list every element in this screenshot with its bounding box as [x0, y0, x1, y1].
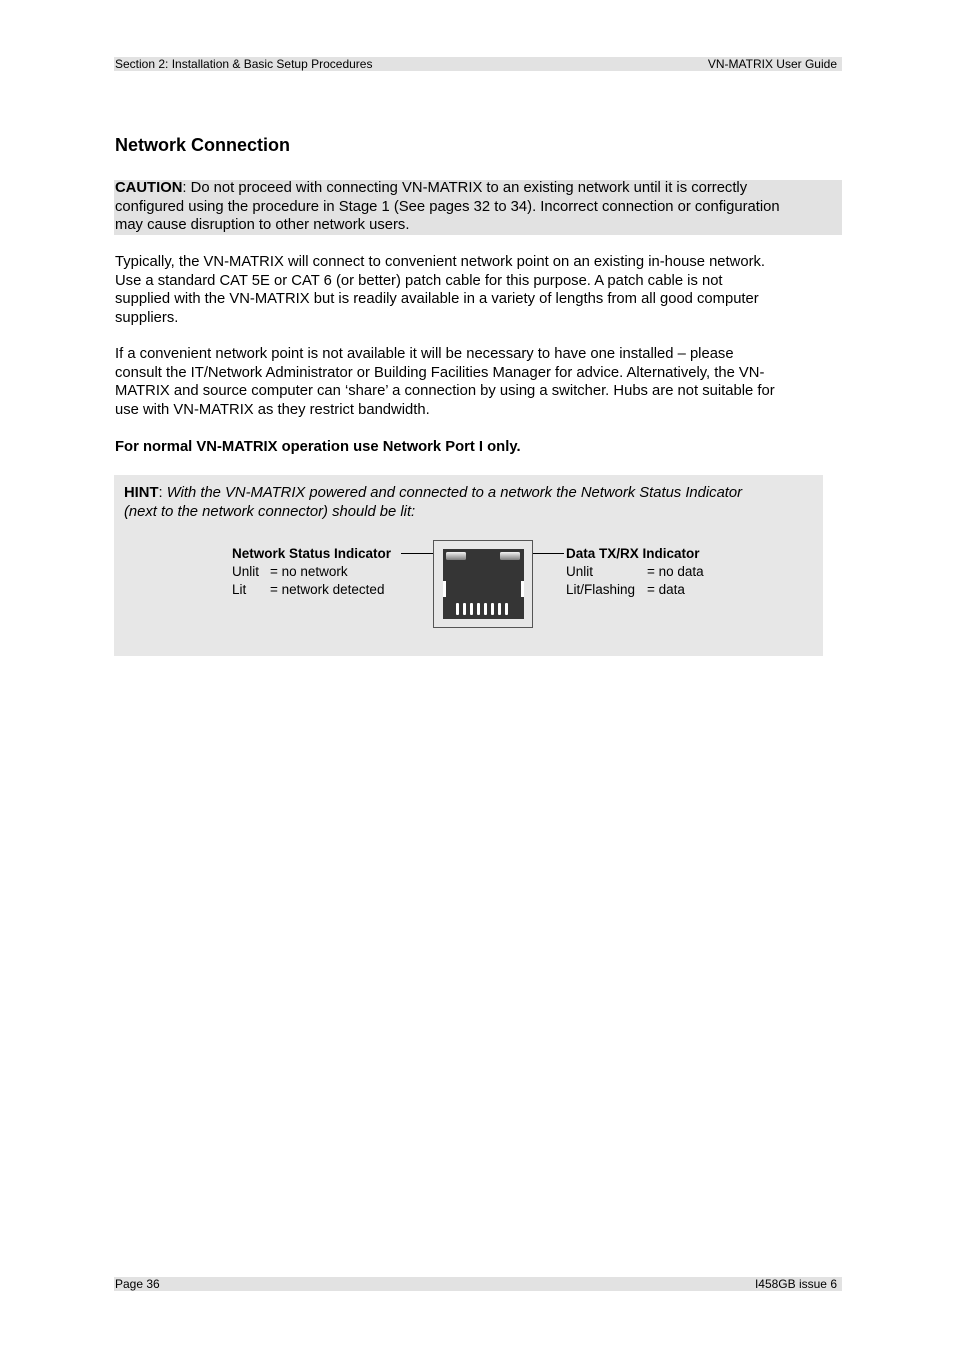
paragraph1-line-2: Use a standard CAT 5E or CAT 6 (or better) patch cable for this purpose. A patch cable is not: [115, 272, 723, 289]
hint-label: HINT: [124, 485, 159, 501]
legend-value: = no data: [647, 564, 704, 579]
paragraph1-line-4: suppliers.: [115, 309, 179, 326]
hint-line-2: (next to the network connector) should be lit:: [124, 503, 416, 520]
legend-value: = network detected: [270, 582, 385, 597]
legend-value: = no network: [270, 564, 348, 579]
header-section-title: Section 2: Installation & Basic Setup Procedures: [115, 57, 373, 71]
socket-pin: [477, 603, 480, 615]
legend-value: = data: [647, 582, 685, 597]
socket-side-clip-left: [443, 581, 446, 597]
caution-line-2: configured using the procedure in Stage 1 (See pages 32 to 34). Incorrect connection or configuration: [115, 198, 780, 215]
hint-separator: :: [158, 485, 167, 501]
paragraph2-line-1: If a convenient network point is not available it will be necessary to have one installed – please: [115, 346, 734, 362]
paragraph2-line-3: MATRIX and source computer can ‘share’ a connection by using a switcher. Hubs are not suitable for: [115, 383, 775, 399]
caution-line-3: may cause disruption to other network users.: [115, 217, 410, 233]
network-port-note: For normal VN-MATRIX operation use Network Port I only.: [115, 439, 521, 455]
paragraph1-line-3: supplied with the VN-MATRIX but is readily available in a variety of lengths from all good computer: [115, 291, 759, 307]
data-txrx-led: [500, 552, 520, 560]
socket-pin: [498, 603, 501, 615]
caution-box: [114, 180, 842, 235]
footer-page-number: Page 36: [115, 1277, 160, 1291]
data-txrx-title: Data TX/RX Indicator: [566, 546, 700, 561]
network-status-title: Network Status Indicator: [232, 546, 392, 561]
socket-pin: [463, 603, 466, 615]
socket-side-clip-right: [521, 581, 524, 597]
hint-line-1: With the VN-MATRIX powered and connected to a network the Network Status Indicator: [166, 485, 743, 501]
header-guide-title: VN-MATRIX User Guide: [707, 57, 837, 71]
paragraph1-line-1: Typically, the VN-MATRIX will connect to convenient network point on an existing in-house network.: [115, 254, 766, 270]
section-title: Network Connection: [115, 135, 291, 155]
page-footer: [114, 1277, 842, 1291]
data-txrx-legend: [566, 545, 704, 599]
network-status-led: [446, 552, 466, 560]
legend-key: Unlit: [232, 564, 260, 579]
network-status-legend: [232, 545, 391, 599]
caution-label: CAUTION: [115, 180, 183, 196]
paragraph-network-point: [115, 345, 843, 419]
caution-text: [115, 179, 843, 235]
legend-key: Lit/Flashing: [566, 582, 636, 597]
socket-pin: [484, 603, 487, 615]
socket-pin: [470, 603, 473, 615]
data-txrx-row-lit: [566, 581, 700, 599]
data-txrx-row-unlit: [566, 563, 704, 581]
page-header: [114, 57, 842, 71]
paragraph2-line-2: consult the IT/Network Administrator or Building Facilities Manager for advice. Alternatively, the VN-: [115, 364, 765, 381]
rj45-connector-drawing: [434, 541, 532, 627]
network-status-row-lit: [232, 581, 391, 599]
rj45-connector-icon: [433, 540, 533, 628]
hint-box: [114, 475, 823, 656]
socket-pin: [505, 603, 508, 615]
footer-document-id: I458GB issue 6: [754, 1277, 837, 1291]
legend-key: Lit: [232, 582, 247, 597]
socket-pin: [456, 603, 459, 615]
caution-line-1: : Do not proceed with connecting VN-MATRIX to an existing network until it is correctly: [182, 180, 748, 196]
paragraph-typical-connection: [115, 253, 843, 327]
legend-key: Unlit: [566, 564, 594, 579]
hint-text: [124, 484, 742, 521]
socket-pin: [491, 603, 494, 615]
paragraph2-line-4: use with VN-MATRIX as they restrict bandwidth.: [115, 401, 430, 418]
network-status-row-unlit: [232, 563, 391, 581]
